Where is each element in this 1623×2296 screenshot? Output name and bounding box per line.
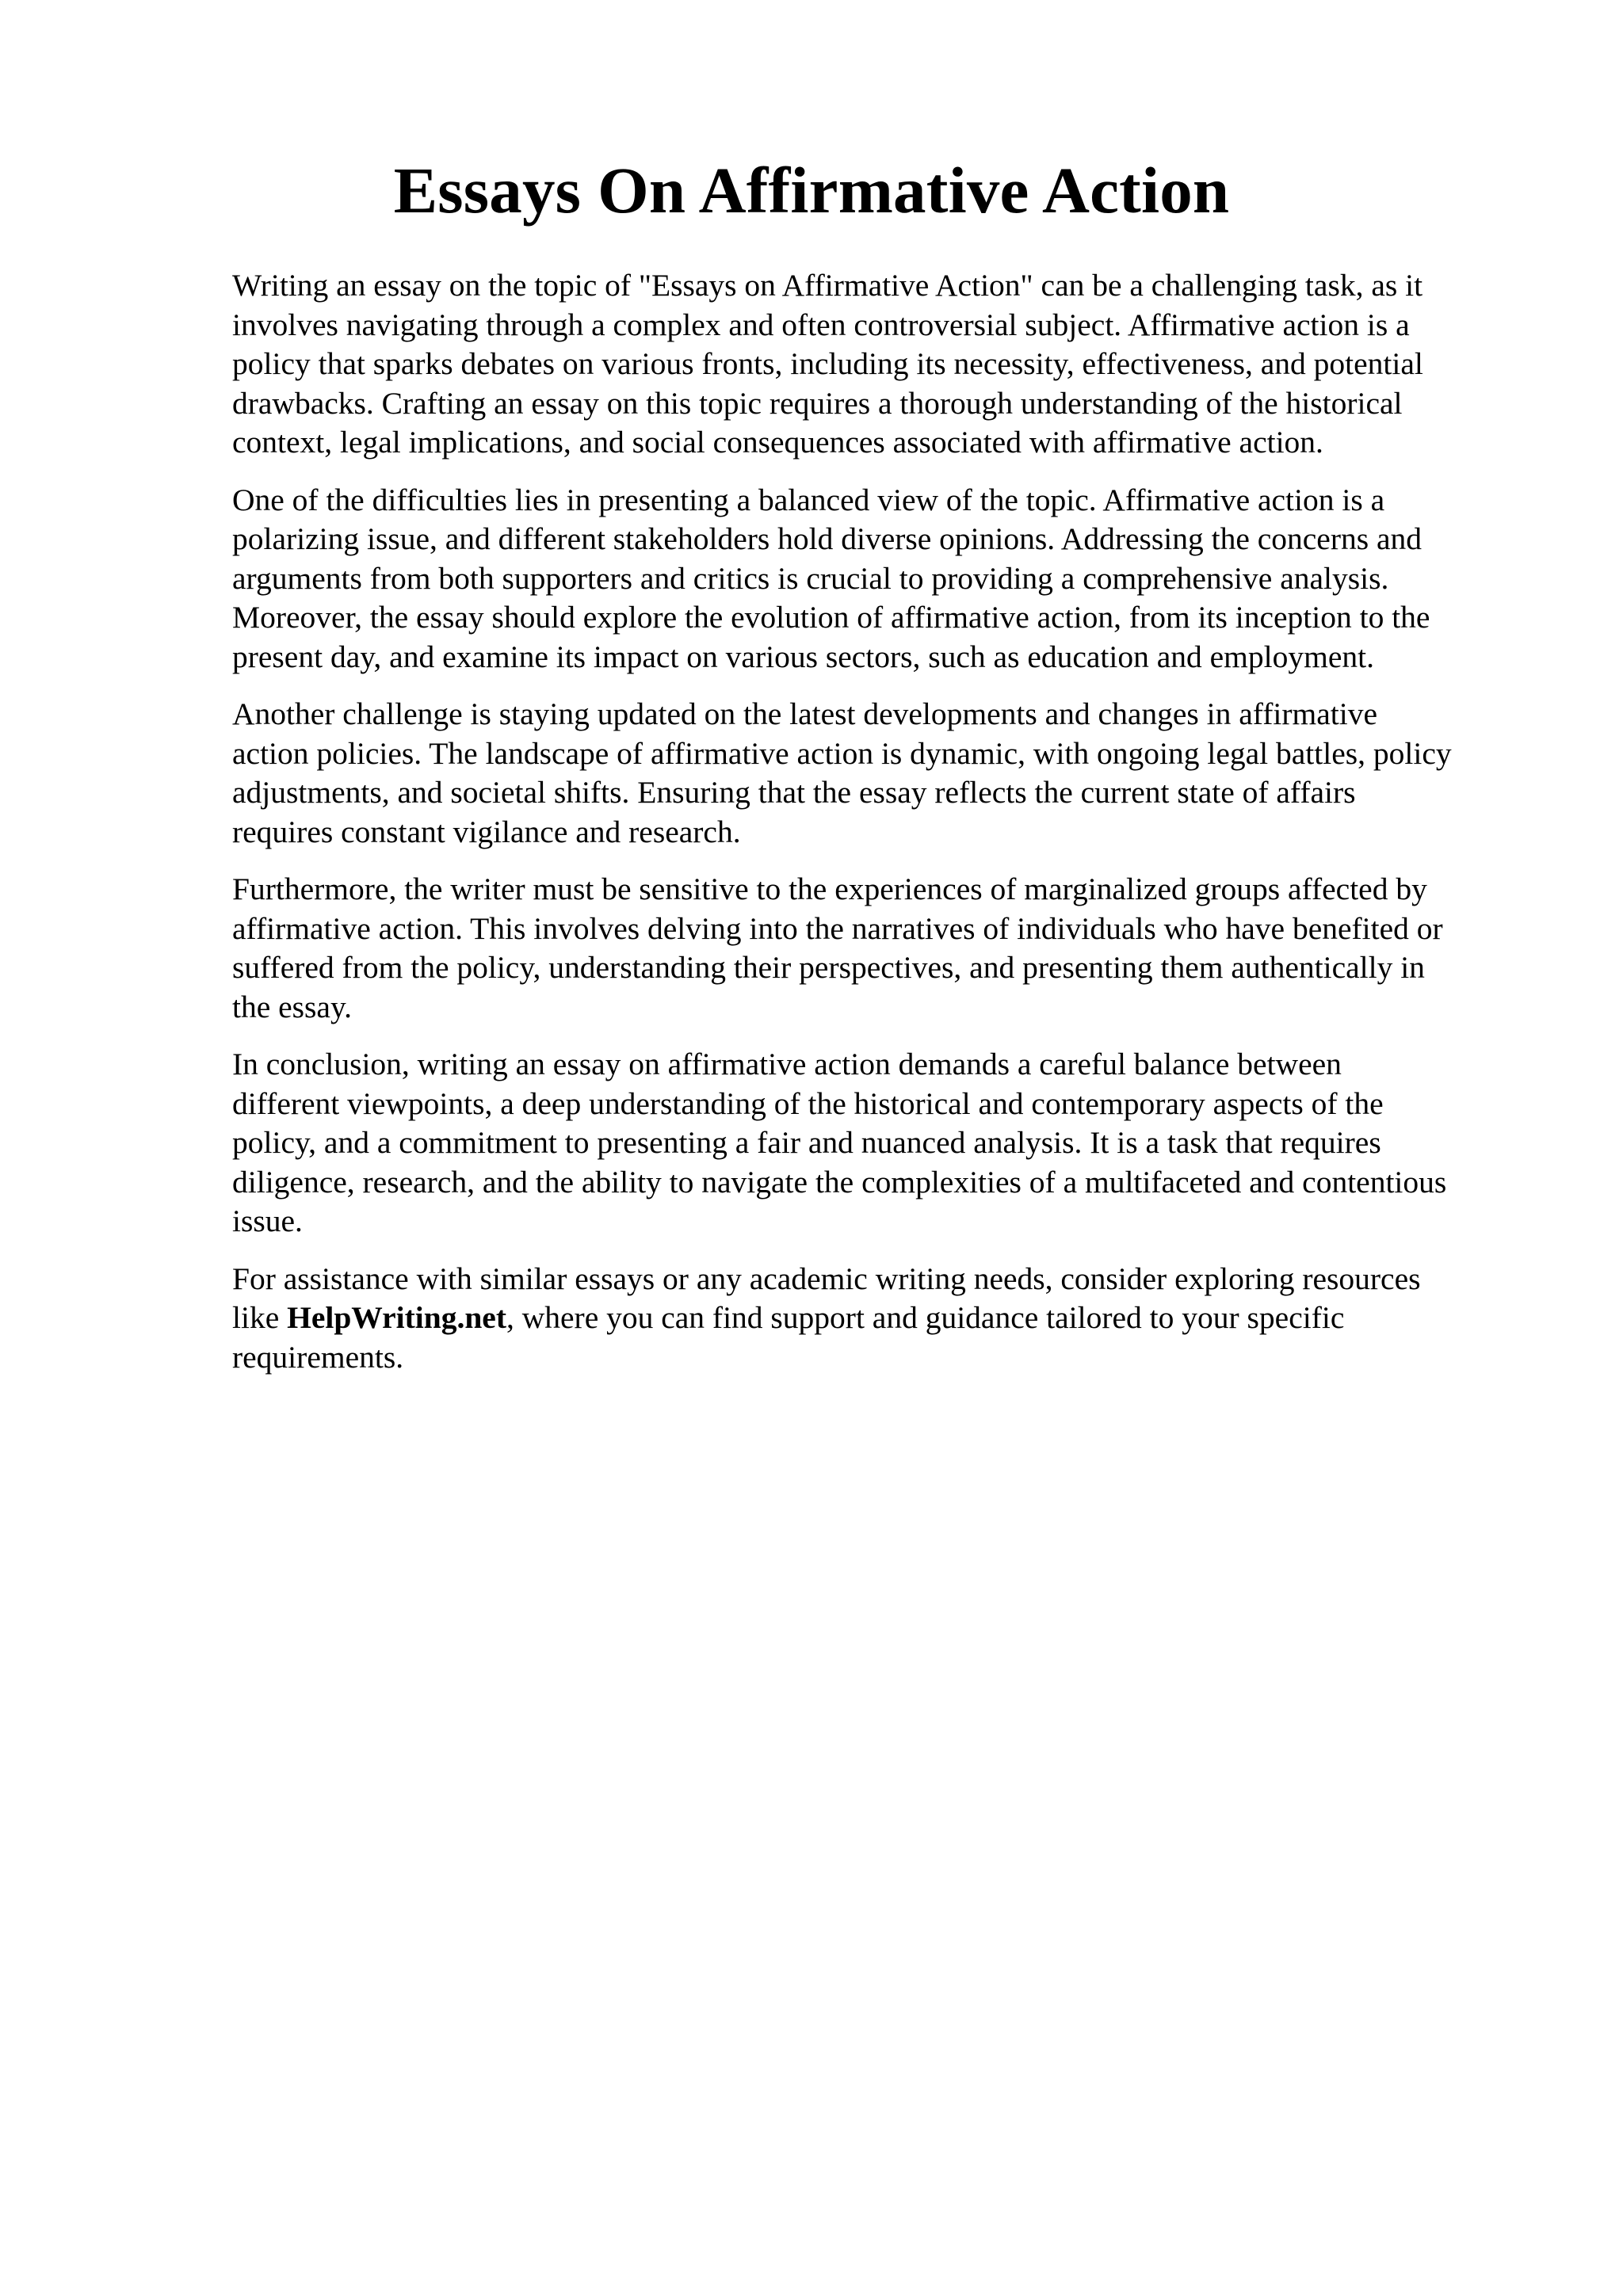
text-line	[232, 1299, 1532, 1338]
paragraph-marginalized-groups	[232, 870, 1532, 1027]
text-line: requires constant vigilance and research.	[232, 814, 741, 849]
document-title: Essays On Affirmative Action	[393, 154, 1230, 227]
text-line: requirements.	[232, 1339, 404, 1375]
helpwriting-link[interactable]: HelpWriting.net	[287, 1300, 506, 1335]
text-line: policy, and a commitment to presenting a fair and nuanced analysis. It is a task that requires	[232, 1125, 1381, 1160]
text-line: action policies. The landscape of affirmative action is dynamic, with ongoing legal battles, policy	[232, 735, 1452, 771]
text-line: different viewpoints, a deep understanding of the historical and contemporary aspects of the	[232, 1085, 1384, 1121]
paragraph-closing	[232, 1260, 1532, 1378]
text-line: Writing an essay on the topic of "Essays on Affirmative Action" can be a challenging task, as it	[232, 268, 1423, 303]
closing-prefix: like	[232, 1300, 288, 1335]
paragraph-balanced-view	[232, 481, 1532, 677]
text-line: policy that sparks debates on various fronts, including its necessity, effectiveness, and potential	[232, 346, 1423, 381]
text-line: One of the difficulties lies in presenting a balanced view of the topic. Affirmative action is a	[232, 482, 1385, 517]
document-body	[232, 266, 1532, 1395]
paragraph-intro	[232, 266, 1532, 463]
text-line: Another challenge is staying updated on the latest developments and changes in affirmative	[232, 696, 1377, 731]
text-line: the essay.	[232, 989, 352, 1024]
text-line: arguments from both supporters and critics is crucial to providing a comprehensive analysis.	[232, 560, 1389, 596]
text-line: For assistance with similar essays or any academic writing needs, consider exploring resources	[232, 1261, 1421, 1296]
text-line: Moreover, the essay should explore the evolution of affirmative action, from its inception to the	[232, 600, 1430, 635]
text-line: diligence, research, and the ability to navigate the complexities of a multifaceted and contentious	[232, 1164, 1447, 1199]
paragraph-conclusion	[232, 1045, 1532, 1241]
text-line: In conclusion, writing an essay on affirmative action demands a careful balance between	[232, 1047, 1342, 1081]
text-line: affirmative action. This involves delving into the narratives of individuals who have benefited or	[232, 910, 1443, 946]
paragraph-staying-updated	[232, 695, 1532, 852]
text-line: issue.	[232, 1203, 303, 1238]
text-line: drawbacks. Crafting an essay on this topic requires a thorough understanding of the historical	[232, 385, 1403, 421]
closing-suffix: , where you can find support and guidance tailored to your specific	[506, 1300, 1345, 1335]
text-line: present day, and examine its impact on various sectors, such as education and employment.	[232, 639, 1374, 674]
text-line: polarizing issue, and different stakeholders hold diverse opinions. Addressing the concerns and	[232, 521, 1423, 556]
text-line: Furthermore, the writer must be sensitive to the experiences of marginalized groups affected by	[232, 871, 1427, 906]
text-line: suffered from the policy, understanding their perspectives, and presenting them authentically in	[232, 950, 1425, 985]
text-line: context, legal implications, and social consequences associated with affirmative action.	[232, 425, 1323, 460]
text-line: involves navigating through a complex and often controversial subject. Affirmative action is a	[232, 307, 1410, 342]
text-line: adjustments, and societal shifts. Ensuring that the essay reflects the current state of affairs	[232, 775, 1356, 810]
